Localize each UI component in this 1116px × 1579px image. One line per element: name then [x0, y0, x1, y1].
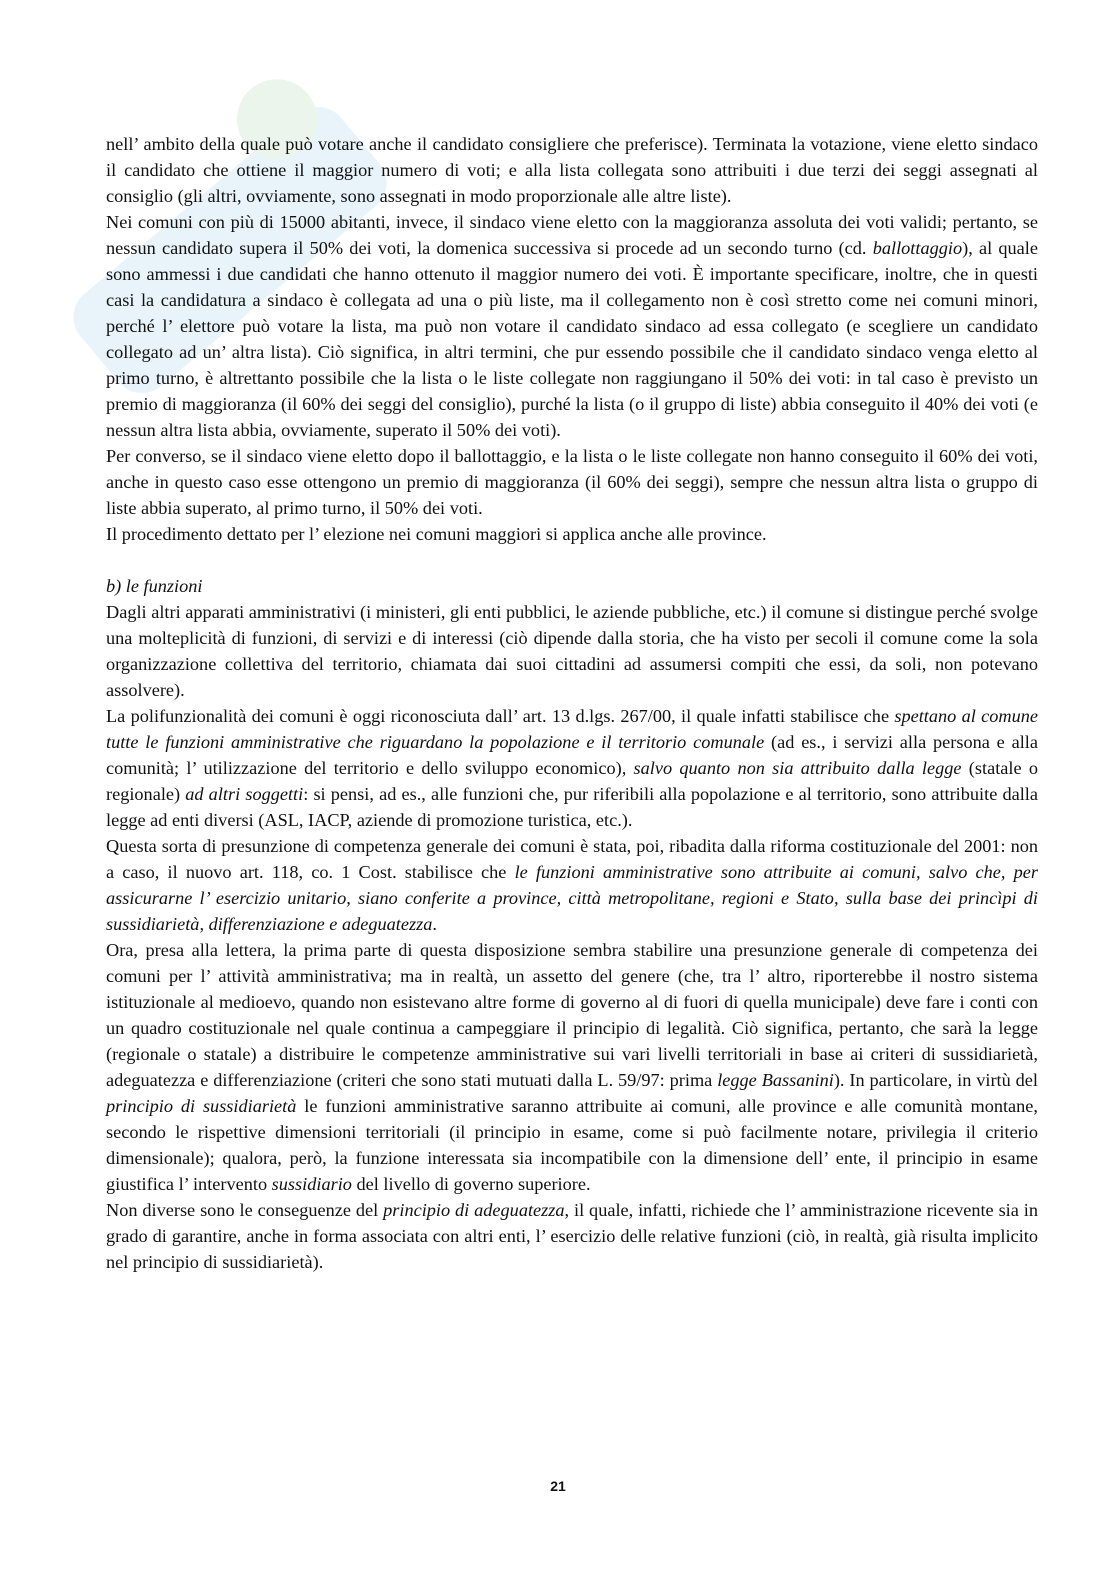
section-heading-funzioni: b) le funzioni — [106, 576, 203, 596]
paragraph-4: Il procedimento dettato per l’ elezione nei comuni maggiori si applica anche alle province. — [106, 524, 767, 544]
paragraph-1: nell’ ambito della quale può votare anche il candidato consigliere che preferisce). Terminata la votazione, viene eletto sindaco il candidato che ottiene il maggior numero di voti; e alla lista collegata sono attribuiti i due terzi dei seggi assegnati al consiglio (gli altri, ovviamente, sono assegnati in modo proporzionale alle altre liste). — [106, 134, 1038, 206]
paragraph-8: Ora, presa alla lettera, la prima parte di questa disposizione sembra stabilire una presunzione generale di competenza dei comuni per l’ attività amministrativa; ma in realtà, un assetto del genere (che, tra l’ altro, riporterebbe il nostro sistema istituzionale al medioevo, quando non esistevano altre forme di governo al di fuori di quella municipale) deve fare i conti con un quadro costituzionale nel quale continua a campeggiare il principio di legalità. Ciò significa, pertanto, che sarà la legge (regionale o statale) a distribuire le competenze amministrative sui vari livelli territoriali in base ai criteri di sussidiarietà, adeguatezza e differenziazione (criteri che sono stati mutuati dalla L. 59/97: prima legge Bassanini). In particolare, in virtù del principio di sussidiarietà le funzioni amministrative saranno attribuite ai comuni, alle province e alle comunità montane, secondo le rispettive dimensioni territoriali (il principio in esame, come si può facilmente notare, privilegia il criterio dimensionale); qualora, però, la funzione interessata sia incompatibile con la dimensione dell’ ente, il principio in esame giustifica l’ intervento sussidiario del livello di governo superiore. — [106, 940, 1038, 1194]
page-number: 21 — [550, 1478, 566, 1494]
paragraph-7: Questa sorta di presunzione di competenza generale dei comuni è stata, poi, ribadita dalla riforma costituzionale del 2001: non a caso, il nuovo art. 118, co. 1 Cost. stabilisce che le funzioni amministrative sono attribuite ai comuni, salvo che, per assicurarne l’ esercizio unitario, siano conferite a province, città metropolitane, regioni e Stato, sulla base dei princìpi di sussidiarietà, differenziazione e adeguatezza. — [106, 836, 1038, 934]
paragraph-9: Non diverse sono le conseguenze del principio di adeguatezza, il quale, infatti, richiede che l’ amministrazione ricevente sia in grado di garantire, anche in forma associata con altri enti, l’ esercizio delle relative funzioni (ciò, in realtà, già risulta implicito nel principio di sussidiarietà). — [106, 1200, 1038, 1272]
paragraph-5: Dagli altri apparati amministrativi (i ministeri, gli enti pubblici, le aziende pubbliche, etc.) il comune si distingue perché svolge una molteplicità di funzioni, di servizi e di interessi (ciò dipende dalla storia, che ha visto per secoli il comune come la sola organizzazione collettiva del territorio, chiamata dai suoi cittadini ad assumersi compiti che essi, da soli, non potevano assolvere). — [106, 602, 1038, 700]
paragraph-3: Per converso, se il sindaco viene eletto dopo il ballottaggio, e la lista o le liste collegate non hanno conseguito il 60% dei voti, anche in questo caso esse ottengono un premio di maggioranza (il 60% dei seggi), sempre che nessun altra lista o gruppo di liste abbia superato, al primo turno, il 50% dei voti. — [106, 446, 1038, 518]
document-body — [106, 131, 1038, 1275]
paragraph-6: La polifunzionalità dei comuni è oggi riconosciuta dall’ art. 13 d.lgs. 267/00, il quale infatti stabilisce che spettano al comune tutte le funzioni amministrative che riguardano la popolazione e il territorio comunale (ad es., i servizi alla persona e alla comunità; l’ utilizzazione del territorio e dello sviluppo economico), salvo quanto non sia attribuito dalla legge (statale o regionale) ad altri soggetti: si pensi, ad es., alle funzioni che, pur riferibili alla popolazione e al territorio, sono attribuite dalla legge ad enti diversi (ASL, IACP, aziende di promozione turistica, etc.). — [106, 706, 1038, 830]
paragraph-2: Nei comuni con più di 15000 abitanti, invece, il sindaco viene eletto con la maggioranza assoluta dei voti validi; pertanto, se nessun candidato supera il 50% dei voti, la domenica successiva si procede ad un secondo turno (cd. ballottaggio), al quale sono ammessi i due candidati che hanno ottenuto il maggior numero dei voti. È importante specificare, inoltre, che in questi casi la candidatura a sindaco è collegata ad una o più liste, ma il collegamento non è così stretto come nei comuni minori, perché l’ elettore può votare la lista, ma può non votare il candidato sindaco ad essa collegato (e scegliere un candidato collegato ad un’ altra lista). Ciò significa, in altri termini, che pur essendo possibile che il candidato sindaco venga eletto al primo turno, è altrettanto possibile che la lista o le liste collegate non raggiungano il 50% dei voti: in tal caso è previsto un premio di maggioranza (il 60% dei seggi del consiglio), purché la lista (o il gruppo di liste) abbia conseguito il 40% dei voti (e nessun altra lista abbia, ovviamente, superato il 50% dei voti). — [106, 212, 1038, 440]
